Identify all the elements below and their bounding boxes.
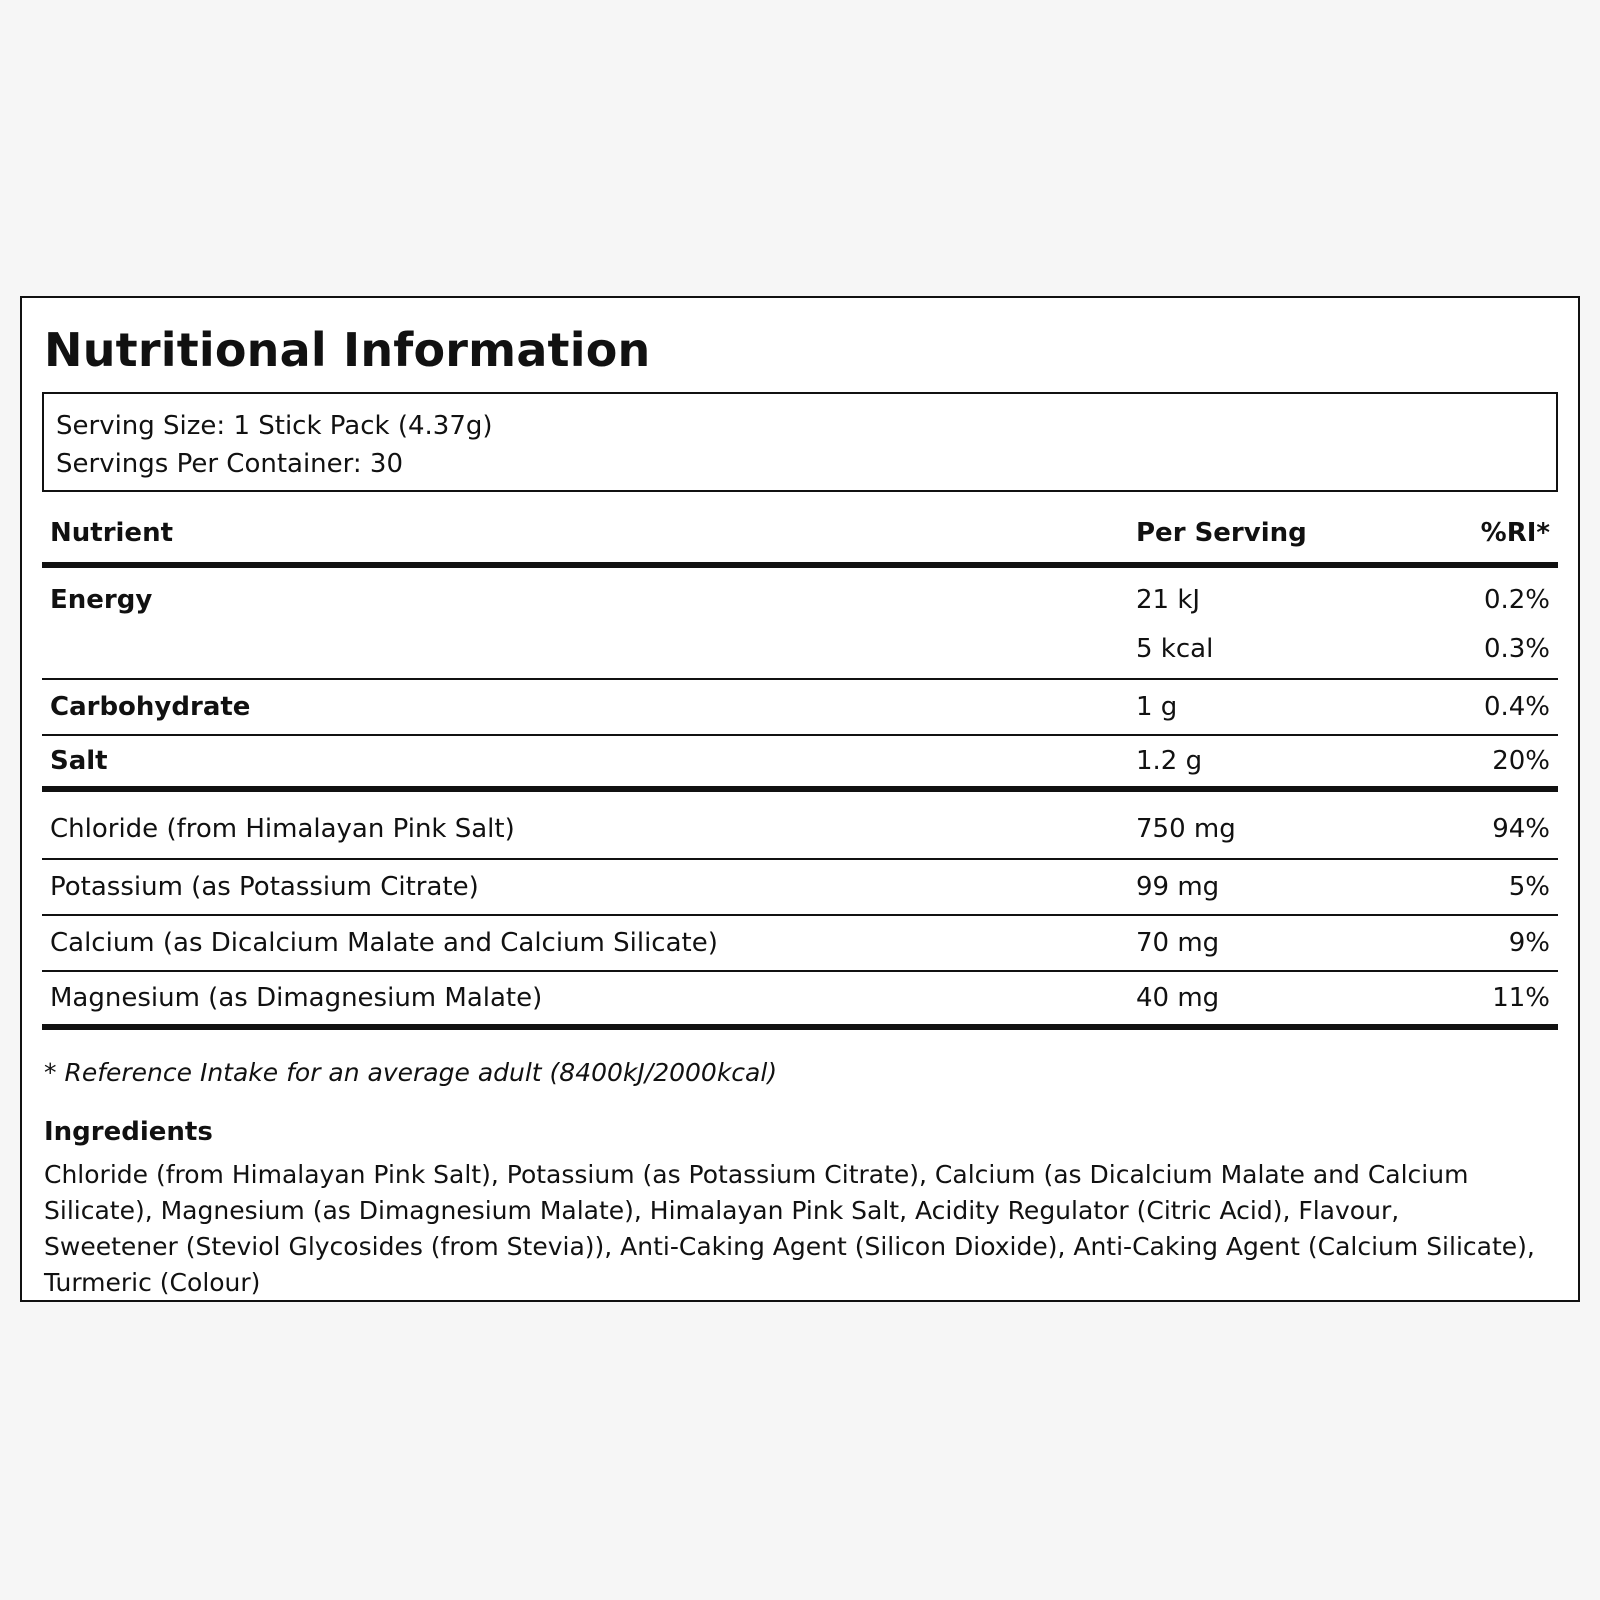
per-serving-value: 5 kcal — [1136, 634, 1214, 664]
servings-per-container: Servings Per Container: 30 — [56, 449, 404, 479]
table-row-calcium — [42, 916, 1558, 972]
table-row-carbohydrate — [42, 680, 1558, 736]
header-ri: %RI* — [1480, 518, 1550, 548]
ingredients-list: Chloride (from Himalayan Pink Salt), Potassium (as Potassium Citrate), Calcium (as Dicalcium Malate and Calcium Silicate), Magnesium (as Dimagnesium Malate), Himalayan Pink Salt, Acidity Regulator (Citric Acid), Flavour, Sweetener (Steviol Glycosides (from Stevia)), Anti-Caking Agent (Silicon Dioxide), Anti-Caking Agent (Calcium Silicate), Turmeric (Colour) — [44, 1160, 1535, 1297]
per-serving-value: 99 mg — [1136, 872, 1220, 902]
ri-value: 11% — [1492, 983, 1550, 1013]
ri-value: 94% — [1492, 814, 1550, 844]
nutrient-name: Magnesium (as Dimagnesium Malate) — [50, 983, 543, 1013]
per-serving-value: 21 kJ — [1136, 585, 1201, 615]
nutrient-name: Carbohydrate — [50, 692, 251, 722]
table-row-energy-kcal — [42, 620, 1558, 680]
per-serving-value: 40 mg — [1136, 983, 1220, 1013]
reference-intake-footnote: * Reference Intake for an average adult (8400kJ/2000kcal) — [44, 1058, 778, 1087]
per-serving-value: 1.2 g — [1136, 746, 1203, 776]
ri-value: 5% — [1508, 872, 1550, 902]
serving-info-box — [42, 392, 1558, 492]
ingredients-heading: Ingredients — [44, 1117, 213, 1147]
table-header-row — [42, 514, 1558, 568]
ri-value: 0.4% — [1483, 692, 1550, 722]
nutrient-name: Potassium (as Potassium Citrate) — [50, 872, 479, 902]
nutrition-table — [42, 514, 1558, 1030]
header-per-serving: Per Serving — [1136, 518, 1307, 548]
nutrient-name: Calcium (as Dicalcium Malate and Calcium Silicate) — [50, 928, 718, 958]
table-row-potassium — [42, 860, 1558, 916]
header-nutrient: Nutrient — [50, 518, 174, 548]
per-serving-value: 70 mg — [1136, 928, 1220, 958]
ri-value: 9% — [1508, 928, 1550, 958]
ri-value: 0.2% — [1483, 585, 1550, 615]
table-row-magnesium — [42, 972, 1558, 1030]
table-row-energy-kj — [42, 568, 1558, 620]
nutrient-name: Chloride (from Himalayan Pink Salt) — [50, 814, 515, 844]
per-serving-value: 750 mg — [1136, 814, 1236, 844]
table-row-salt — [42, 736, 1558, 792]
serving-size: Serving Size: 1 Stick Pack (4.37g) — [56, 411, 493, 441]
nutrition-panel — [20, 296, 1580, 1302]
nutrient-name: Energy — [50, 585, 153, 615]
nutrient-name: Salt — [50, 746, 108, 776]
ri-value: 0.3% — [1483, 634, 1550, 664]
per-serving-value: 1 g — [1136, 692, 1178, 722]
ri-value: 20% — [1492, 746, 1550, 776]
page-title: Nutritional Information — [44, 323, 651, 377]
table-row-chloride — [42, 792, 1558, 860]
